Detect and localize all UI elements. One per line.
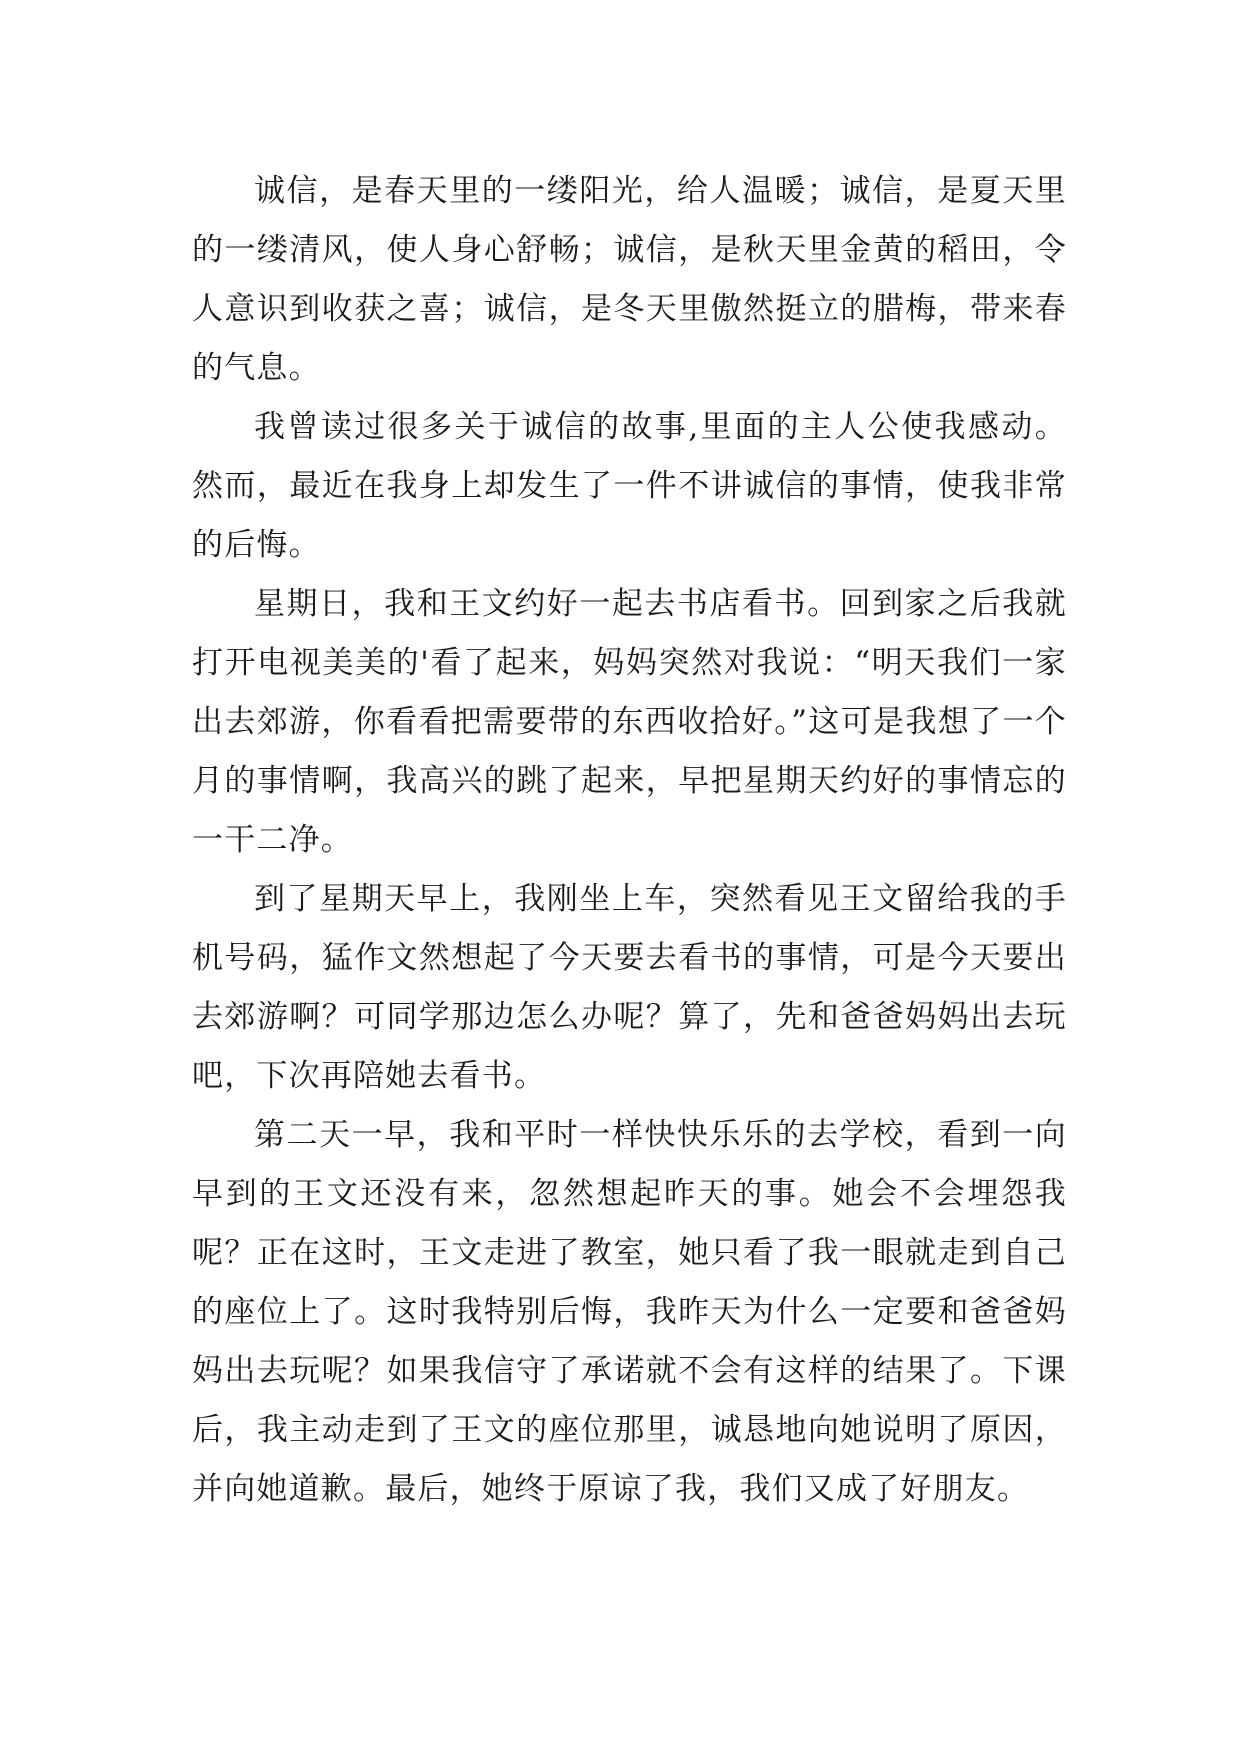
paragraph-1: 诚信，是春天里的一缕阳光，给人温暖；诚信，是夏天里的一缕清风，使人身心舒畅；诚信，是秋天里金黄的稻田，令人意识到收获之喜；诚信，是冬天里傲然挺立的腊梅，带来春的气息。 [192, 173, 1067, 386]
paragraph-3: 星期日，我和王文约好一起去书店看书。回到家之后我就打开电视美美的'看了起来，妈妈突然对我说：“明天我们一家出去郊游，你看看把需要带的东西收拾好。”这可是我想了一个月的事情啊，我高兴的跳了起来，早把星期天约好的事情忘的一干二净。 [192, 586, 1067, 858]
paragraph-4: 到了星期天早上，我刚坐上车，突然看见王文留给我的手机号码，猛作文然想起了今天要去看书的事情，可是今天要出去郊游啊？可同学那边怎么办呢？算了，先和爸爸妈妈出去玩吧，下次再陪她去看书。 [192, 881, 1067, 1094]
document-body [192, 162, 1067, 1519]
paragraph-5: 第二天一早，我和平时一样快快乐乐的去学校，看到一向早到的王文还没有来，忽然想起昨天的事。她会不会埋怨我呢？正在这时，王文走进了教室，她只看了我一眼就走到自己的座位上了。这时我特别后悔，我昨天为什么一定要和爸爸妈妈出去玩呢？如果我信守了承诺就不会有这样的结果了。下课后，我主动走到了王文的座位那里，诚恳地向她说明了原因，并向她道歉。最后，她终于原谅了我，我们又成了好朋友。 [192, 1117, 1067, 1507]
paragraph-2: 我曾读过很多关于诚信的故事,里面的主人公使我感动。然而，最近在我身上却发生了一件不讲诚信的事情，使我非常的后悔。 [192, 409, 1067, 563]
